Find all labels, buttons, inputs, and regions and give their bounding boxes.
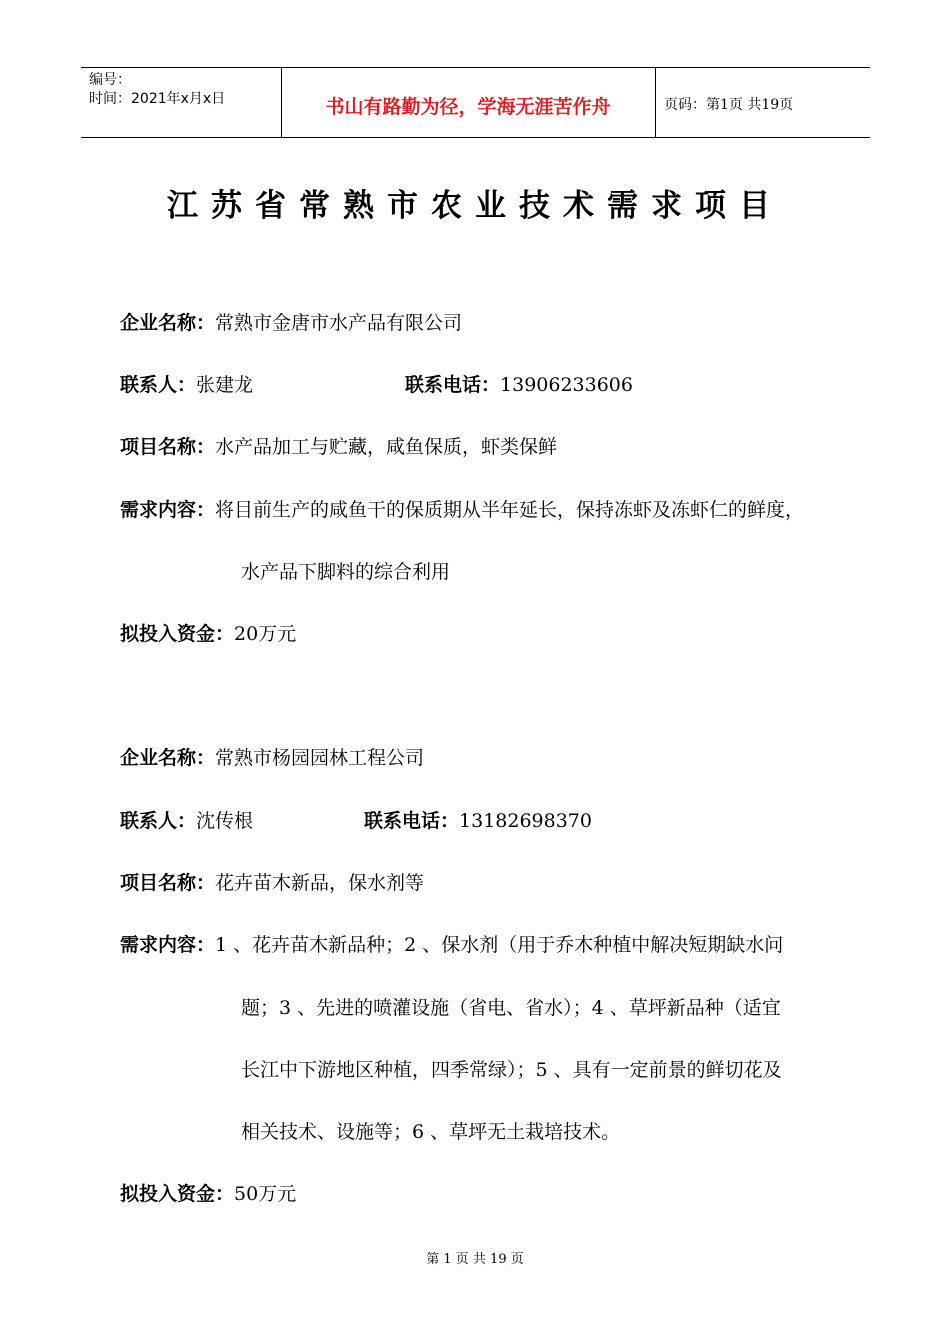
demand-line: 1 、花卉苗木新品种；2 、保水剂（用于乔木种植中解决短期缺水问 xyxy=(215,934,784,956)
time-label: 时间：2021年x月x日 xyxy=(89,91,226,107)
entry-1-company xyxy=(120,311,462,335)
funding-label: 拟投入资金： xyxy=(120,623,235,645)
contact-value: 张建龙 xyxy=(196,374,254,396)
funding-label: 拟投入资金： xyxy=(120,1183,235,1205)
document-title: 江苏省常熟市农业技术需求项目 xyxy=(167,188,783,224)
entry-2-phone xyxy=(364,809,592,833)
demand-line: 相关技术、设施等；6 、草坪无土栽培技术。 xyxy=(241,1121,621,1143)
header-motto-cell xyxy=(281,68,656,137)
project-value: 花卉苗木新品，保水剂等 xyxy=(215,872,425,894)
demand-label: 需求内容： xyxy=(120,499,216,521)
demand-line: 长江中下游地区种植，四季常绿）；5 、具有一定前景的鲜切花及 xyxy=(241,1059,782,1081)
entry-2-contact xyxy=(120,809,253,833)
demand-label: 需求内容： xyxy=(120,934,216,956)
number-label: 编号： xyxy=(89,72,131,88)
entry-1-funding xyxy=(120,622,296,646)
company-value: 常熟市金唐市水产品有限公司 xyxy=(215,312,463,334)
contact-label: 联系人： xyxy=(120,810,197,832)
header-meta-cell xyxy=(81,68,282,137)
phone-value: 13906233606 xyxy=(500,374,633,396)
project-label: 项目名称： xyxy=(120,872,216,894)
demand-line: 水产品下脚料的综合利用 xyxy=(241,561,451,583)
phone-label: 联系电话： xyxy=(364,810,460,832)
entry-1-demand xyxy=(120,498,804,522)
entry-2-funding xyxy=(120,1182,296,1206)
phone-label: 联系电话： xyxy=(405,374,501,396)
header-page-cell xyxy=(656,68,870,137)
contact-value: 沈传根 xyxy=(196,810,254,832)
contact-label: 联系人： xyxy=(120,374,197,396)
funding-value: 20万元 xyxy=(234,623,297,645)
page-info: 页码：第1页 共19页 xyxy=(664,97,794,113)
company-label: 企业名称： xyxy=(120,747,216,769)
funding-value: 50万元 xyxy=(234,1183,297,1205)
motto-text: 书山有路勤为径，学海无涯苦作舟 xyxy=(325,96,611,118)
phone-value: 13182698370 xyxy=(459,810,592,832)
entry-2-demand xyxy=(120,933,783,957)
company-label: 企业名称： xyxy=(120,312,216,334)
project-label: 项目名称： xyxy=(120,436,216,458)
demand-line: 题；3 、先进的喷灌设施（省电、省水）；4 、草坪新品种（适宜 xyxy=(241,997,781,1019)
demand-line: 将目前生产的咸鱼干的保质期从半年延长，保持冻虾及冻虾仁的鲜度， xyxy=(215,499,805,521)
entry-2-project xyxy=(120,871,424,895)
entry-1-project xyxy=(120,435,557,459)
entry-1-contact xyxy=(120,373,253,397)
header-table xyxy=(81,67,870,138)
entry-2-company xyxy=(120,746,424,770)
page-footer: 第 1 页 共 19 页 xyxy=(426,1252,524,1267)
entry-1-phone xyxy=(405,373,633,397)
project-value: 水产品加工与贮藏，咸鱼保质，虾类保鲜 xyxy=(215,436,558,458)
company-value: 常熟市杨园园林工程公司 xyxy=(215,747,425,769)
